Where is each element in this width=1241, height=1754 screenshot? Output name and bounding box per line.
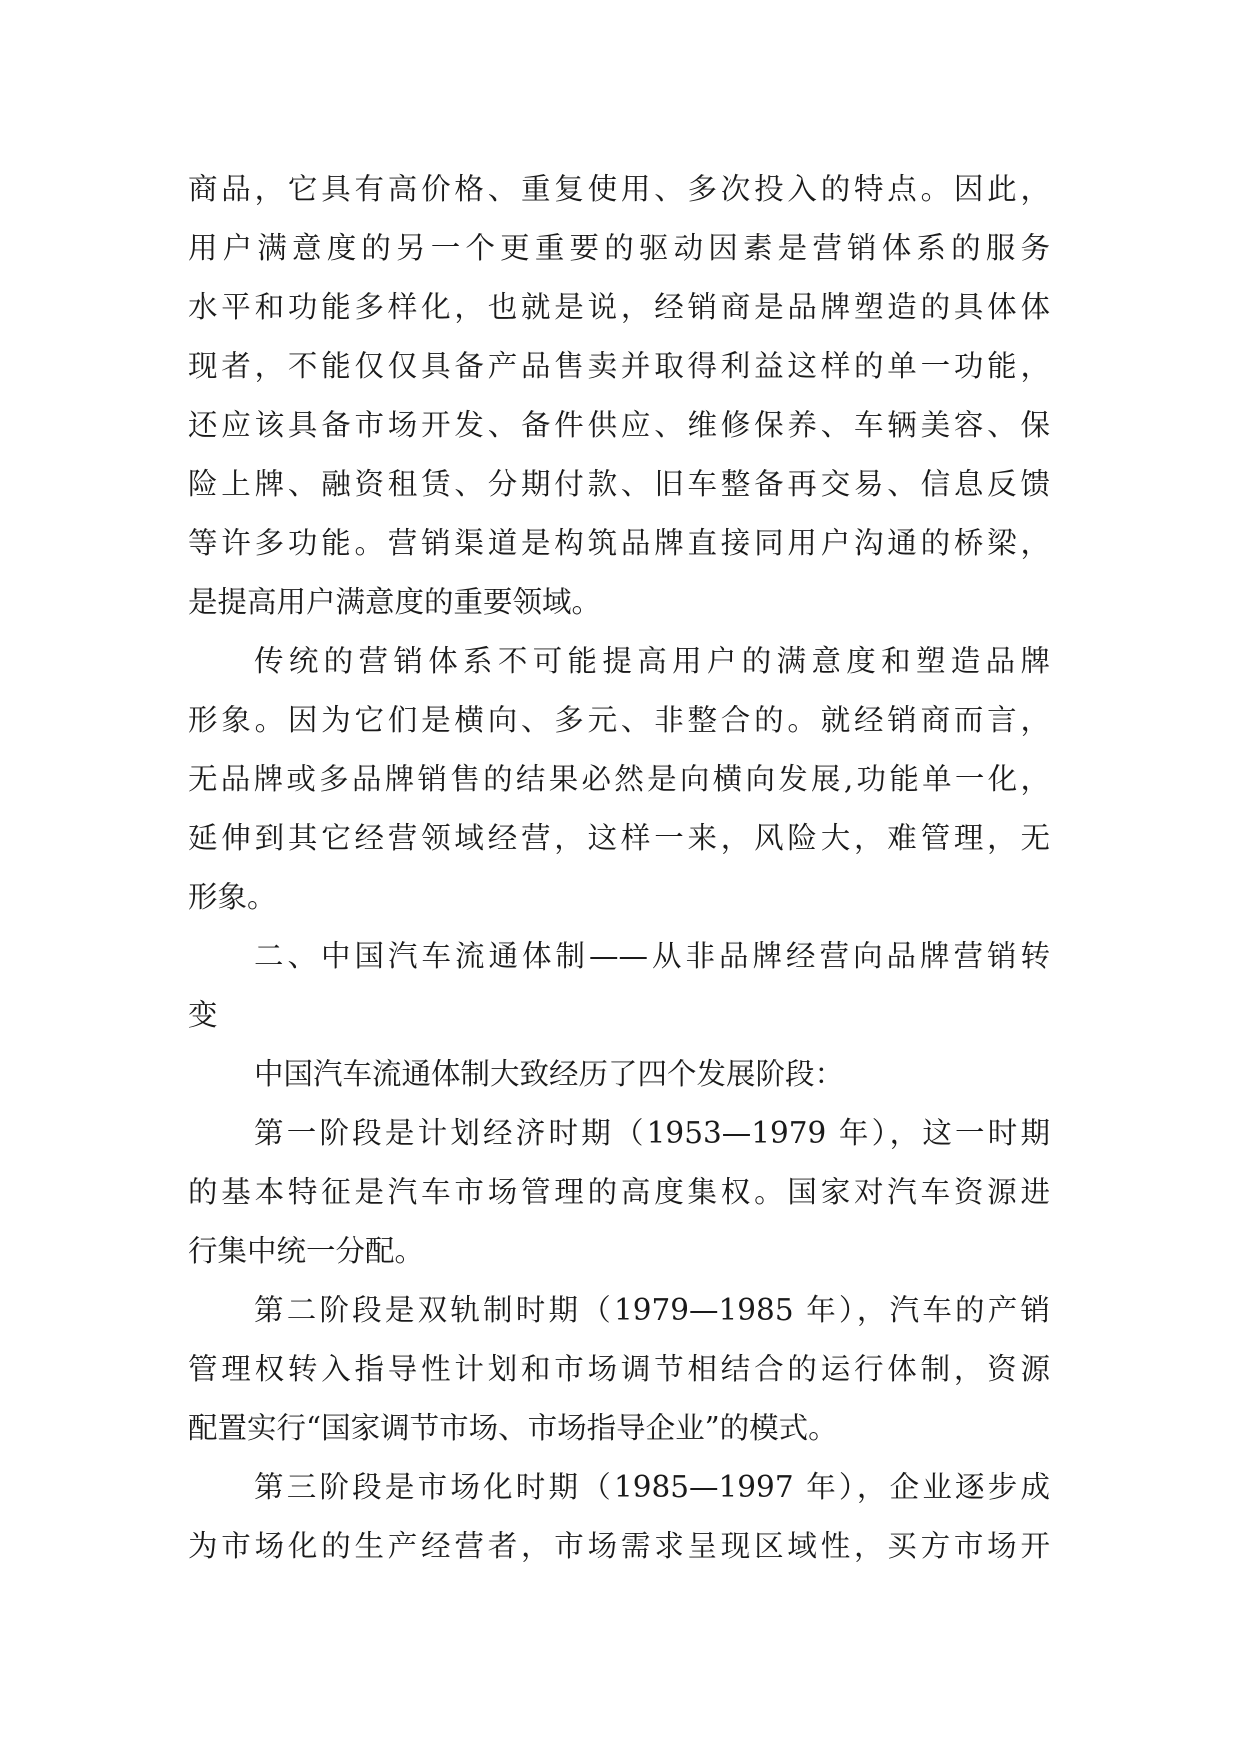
text-line: 配置实行“国家调节市场、市场指导企业”的模式。: [188, 1411, 838, 1445]
text-line: 第二阶段是双轨制时期（1979—1985 年），汽车的产销: [254, 1293, 1050, 1327]
paragraph-1: [188, 160, 1050, 632]
text-line: 险上牌、融资租赁、分期付款、旧车整备再交易、信息反馈: [188, 467, 1050, 501]
document-page: [188, 160, 1050, 1576]
text-line: 水平和功能多样化，也就是说，经销商是品牌塑造的具体体: [188, 290, 1050, 324]
text-line: 还应该具备市场开发、备件供应、维修保养、车辆美容、保: [188, 408, 1050, 442]
text-line: 第一阶段是计划经济时期（1953—1979 年），这一时期: [254, 1116, 1050, 1150]
paragraph-3: [188, 1045, 1050, 1104]
text-line: 等许多功能。营销渠道是构筑品牌直接同用户沟通的桥梁，: [188, 526, 1050, 560]
text-line: 商品，它具有高价格、重复使用、多次投入的特点。因此，: [188, 172, 1050, 206]
text-line: 形象。: [188, 880, 277, 914]
text-line: 为市场化的生产经营者，市场需求呈现区域性，买方市场开: [188, 1529, 1050, 1563]
text-line: 用户满意度的另一个更重要的驱动因素是营销体系的服务: [188, 231, 1050, 265]
heading-line: 二、中国汽车流通体制——从非品牌经营向品牌营销转: [254, 939, 1050, 973]
paragraph-6: [188, 1458, 1050, 1576]
paragraph-5: [188, 1281, 1050, 1458]
text-line: 形象。因为它们是横向、多元、非整合的。就经销商而言，: [188, 703, 1050, 737]
text-line: 是提高用户满意度的重要领域。: [188, 585, 602, 619]
text-line: 第三阶段是市场化时期（1985—1997 年），企业逐步成: [254, 1470, 1050, 1504]
text-line: 传统的营销体系不可能提高用户的满意度和塑造品牌: [254, 644, 1050, 678]
text-line: 中国汽车流通体制大致经历了四个发展阶段：: [254, 1057, 845, 1091]
section-heading: [188, 927, 1050, 1045]
paragraph-4: [188, 1104, 1050, 1281]
text-line: 行集中统一分配。: [188, 1234, 425, 1268]
text-line: 的基本特征是汽车市场管理的高度集权。国家对汽车资源进: [188, 1175, 1050, 1209]
heading-line: 变: [188, 998, 218, 1032]
text-line: 延伸到其它经营领域经营，这样一来，风险大，难管理，无: [188, 821, 1050, 855]
text-line: 现者，不能仅仅具备产品售卖并取得利益这样的单一功能，: [188, 349, 1050, 383]
text-line: 无品牌或多品牌销售的结果必然是向横向发展,功能单一化，: [188, 762, 1050, 796]
text-line: 管理权转入指导性计划和市场调节相结合的运行体制，资源: [188, 1352, 1050, 1386]
paragraph-2: [188, 632, 1050, 927]
